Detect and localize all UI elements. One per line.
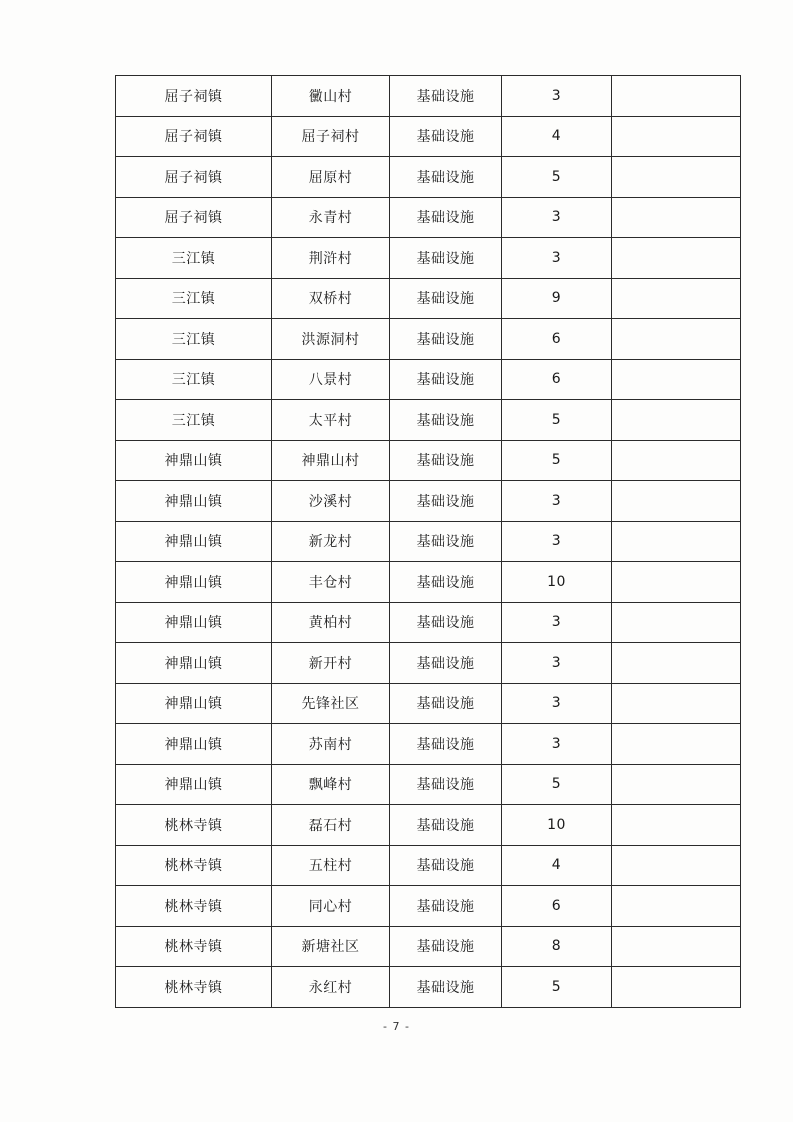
count-cell: 10 [502,805,612,846]
table-row [116,845,741,886]
town-cell: 神鼎山镇 [116,724,272,765]
note-cell [612,805,741,846]
town-cell: 三江镇 [116,400,272,441]
note-cell [612,845,741,886]
category-cell: 基础设施 [390,643,502,684]
village-cell: 丰仓村 [272,562,390,603]
category-cell: 基础设施 [390,76,502,117]
note-cell [612,157,741,198]
table-row [116,724,741,765]
village-cell: 同心村 [272,886,390,927]
note-cell [612,238,741,279]
village-cell: 洪源洞村 [272,319,390,360]
count-cell: 6 [502,359,612,400]
count-cell: 3 [502,683,612,724]
count-cell: 3 [502,521,612,562]
town-cell: 三江镇 [116,238,272,279]
village-cell: 苏南村 [272,724,390,765]
category-cell: 基础设施 [390,359,502,400]
table-row [116,602,741,643]
village-cell: 新龙村 [272,521,390,562]
category-cell: 基础设施 [390,683,502,724]
village-cell: 先锋社区 [272,683,390,724]
table-row [116,116,741,157]
count-cell: 5 [502,764,612,805]
note-cell [612,683,741,724]
village-cell: 八景村 [272,359,390,400]
village-cell: 永红村 [272,967,390,1008]
table-row [116,400,741,441]
category-cell: 基础设施 [390,400,502,441]
count-cell: 6 [502,319,612,360]
village-cell: 黄柏村 [272,602,390,643]
town-cell: 桃林寺镇 [116,845,272,886]
town-cell: 神鼎山镇 [116,683,272,724]
village-cell: 太平村 [272,400,390,441]
table-row [116,440,741,481]
category-cell: 基础设施 [390,562,502,603]
category-cell: 基础设施 [390,886,502,927]
town-cell: 桃林寺镇 [116,967,272,1008]
category-cell: 基础设施 [390,481,502,522]
category-cell: 基础设施 [390,197,502,238]
count-cell: 9 [502,278,612,319]
count-cell: 3 [502,724,612,765]
category-cell: 基础设施 [390,278,502,319]
town-cell: 神鼎山镇 [116,643,272,684]
note-cell [612,967,741,1008]
table-row [116,359,741,400]
table-row [116,967,741,1008]
table-row [116,319,741,360]
town-cell: 屈子祠镇 [116,116,272,157]
category-cell: 基础设施 [390,845,502,886]
table-row [116,157,741,198]
count-cell: 3 [502,197,612,238]
town-cell: 三江镇 [116,359,272,400]
note-cell [612,197,741,238]
village-cell: 永青村 [272,197,390,238]
note-cell [612,76,741,117]
note-cell [612,481,741,522]
town-cell: 神鼎山镇 [116,481,272,522]
count-cell: 5 [502,440,612,481]
category-cell: 基础设施 [390,967,502,1008]
category-cell: 基础设施 [390,926,502,967]
town-cell: 桃林寺镇 [116,886,272,927]
table-row [116,238,741,279]
category-cell: 基础设施 [390,116,502,157]
table-row [116,886,741,927]
town-cell: 神鼎山镇 [116,602,272,643]
note-cell [612,764,741,805]
note-cell [612,602,741,643]
note-cell [612,926,741,967]
village-cell: 磊石村 [272,805,390,846]
table-row [116,278,741,319]
note-cell [612,643,741,684]
category-cell: 基础设施 [390,764,502,805]
count-cell: 5 [502,967,612,1008]
town-cell: 桃林寺镇 [116,805,272,846]
town-cell: 神鼎山镇 [116,521,272,562]
count-cell: 10 [502,562,612,603]
count-cell: 4 [502,116,612,157]
table-row [116,683,741,724]
village-cell: 新塘社区 [272,926,390,967]
table-row [116,481,741,522]
count-cell: 6 [502,886,612,927]
note-cell [612,359,741,400]
category-cell: 基础设施 [390,238,502,279]
village-cell: 飘峰村 [272,764,390,805]
count-cell: 5 [502,157,612,198]
count-cell: 3 [502,238,612,279]
note-cell [612,278,741,319]
town-cell: 桃林寺镇 [116,926,272,967]
count-cell: 3 [502,481,612,522]
table-row [116,926,741,967]
page-number: - 7 - [383,1020,410,1033]
table-row [116,562,741,603]
note-cell [612,400,741,441]
category-cell: 基础设施 [390,602,502,643]
town-cell: 屈子祠镇 [116,157,272,198]
table-row [116,643,741,684]
note-cell [612,886,741,927]
town-cell: 神鼎山镇 [116,562,272,603]
village-cell: 荆浒村 [272,238,390,279]
category-cell: 基础设施 [390,157,502,198]
table-row [116,764,741,805]
village-cell: 沙溪村 [272,481,390,522]
village-cell: 双桥村 [272,278,390,319]
town-cell: 神鼎山镇 [116,440,272,481]
count-cell: 5 [502,400,612,441]
note-cell [612,562,741,603]
village-cell: 屈原村 [272,157,390,198]
town-cell: 三江镇 [116,319,272,360]
village-cell: 神鼎山村 [272,440,390,481]
table-row [116,197,741,238]
note-cell [612,319,741,360]
village-cell: 五柱村 [272,845,390,886]
town-cell: 三江镇 [116,278,272,319]
note-cell [612,440,741,481]
note-cell [612,724,741,765]
village-cell: 黴山村 [272,76,390,117]
category-cell: 基础设施 [390,440,502,481]
table-row [116,521,741,562]
category-cell: 基础设施 [390,805,502,846]
note-cell [612,116,741,157]
count-cell: 4 [502,845,612,886]
town-cell: 神鼎山镇 [116,764,272,805]
town-cell: 屈子祠镇 [116,76,272,117]
count-cell: 3 [502,76,612,117]
count-cell: 3 [502,602,612,643]
village-cell: 屈子祠村 [272,116,390,157]
table-row [116,805,741,846]
village-cell: 新开村 [272,643,390,684]
project-table [115,75,741,1008]
town-cell: 屈子祠镇 [116,197,272,238]
count-cell: 8 [502,926,612,967]
note-cell [612,521,741,562]
count-cell: 3 [502,643,612,684]
table-body [116,76,741,1008]
category-cell: 基础设施 [390,724,502,765]
table-row [116,76,741,117]
category-cell: 基础设施 [390,521,502,562]
category-cell: 基础设施 [390,319,502,360]
